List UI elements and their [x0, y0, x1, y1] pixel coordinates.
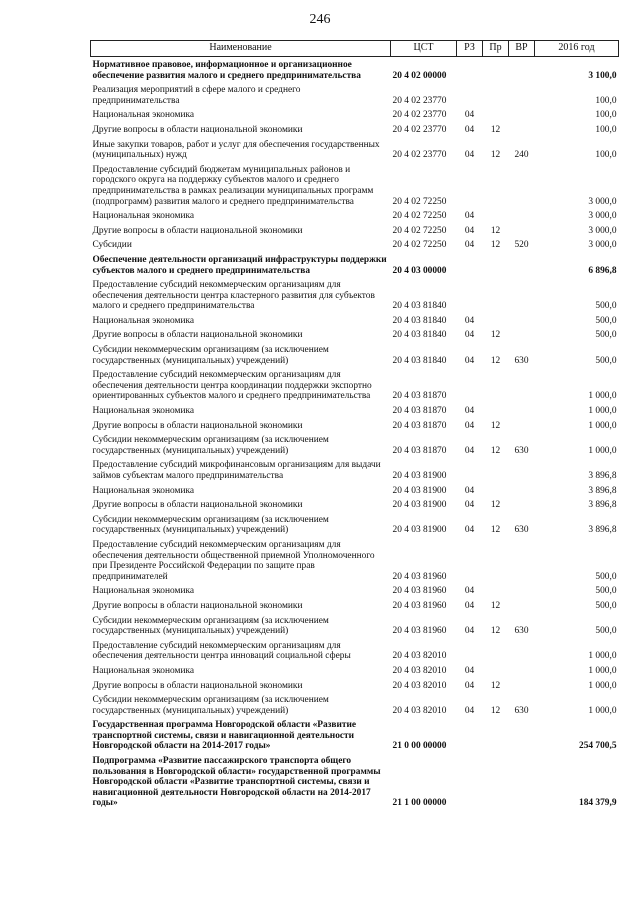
- cell-vr: [509, 107, 535, 122]
- cell-rz: [457, 367, 483, 403]
- cell-name: Подпрограмма «Развитие пассажирского транспорта общего пользования в Новгородской области» государственной программы Новгородской области «Развитие транспортной системы, связи и навигационной деятельности Новгородской области на 2014-2017 годы»: [92, 756, 381, 809]
- cell-sum: 100,0: [595, 150, 617, 161]
- cell-sum: 1 000,0: [588, 705, 617, 716]
- table-row: [91, 162, 619, 208]
- header-rz: РЗ: [457, 41, 483, 57]
- cell-vr: [509, 327, 535, 342]
- cell-sum: 3 000,0: [588, 240, 617, 251]
- cell-code: 20 4 03 00000: [392, 265, 447, 276]
- cell-name: Национальная экономика: [92, 485, 195, 496]
- cell-rz: 04: [464, 211, 475, 222]
- cell-name: Нормативное правовое, информационное и организационное обеспечение развития малого и среднего предпринимательства: [92, 60, 361, 81]
- cell-rz: 04: [464, 330, 475, 341]
- cell-code: 20 4 02 23770: [392, 124, 447, 135]
- cell-code: 20 4 02 72250: [392, 211, 447, 222]
- cell-code: 20 4 02 23770: [392, 110, 447, 121]
- cell-pr: [483, 57, 509, 83]
- cell-name: Субсидии: [92, 240, 132, 251]
- cell-name: Предоставление субсидий некоммерческим организациям для обеспечения деятельности центра инноваций социальной сферы: [92, 640, 351, 662]
- cell-rz: 04: [464, 680, 475, 691]
- table-row: [91, 403, 619, 418]
- table-row: [91, 237, 619, 252]
- cell-name: Предоставление субсидий бюджетам муниципальных районов и городского округа на поддержку субъектов малого и среднего предпринимательства в рамках реализации муниципальных программ (подпрограмм) развития малого и среднего предпринимательства: [92, 164, 374, 207]
- cell-sum: 254 700,5: [579, 741, 617, 752]
- cell-sum: 3 000,0: [588, 196, 617, 207]
- cell-rz: 04: [464, 240, 475, 251]
- cell-name: Субсидии некоммерческим организациям (за исключением государственных (муниципальных) учреждений): [92, 615, 329, 637]
- cell-vr: [509, 663, 535, 678]
- table-row: [91, 638, 619, 663]
- table-row: [91, 277, 619, 313]
- cell-rz: 04: [464, 420, 475, 431]
- cell-name: Иные закупки товаров, работ и услуг для обеспечения государственных (муниципальных) нужд: [92, 139, 380, 161]
- cell-name: Другие вопросы в области национальной экономики: [92, 225, 303, 236]
- cell-name: Национальная экономика: [92, 315, 195, 326]
- cell-pr: [483, 162, 509, 208]
- cell-rz: 04: [464, 665, 475, 676]
- table-row: [91, 327, 619, 342]
- table-row: [91, 663, 619, 678]
- cell-name: Другие вопросы в области национальной экономики: [92, 420, 303, 431]
- table-row: [91, 537, 619, 583]
- table-row: [91, 678, 619, 693]
- cell-vr: [509, 537, 535, 583]
- cell-name: Национальная экономика: [92, 110, 195, 121]
- cell-pr: [483, 252, 509, 277]
- cell-pr: [483, 208, 509, 223]
- cell-rz: 04: [464, 315, 475, 326]
- cell-sum: 1 000,0: [588, 665, 617, 676]
- cell-pr: 12: [490, 355, 501, 366]
- cell-vr: [509, 367, 535, 403]
- cell-vr: 630: [514, 626, 529, 637]
- cell-sum: 3 000,0: [588, 225, 617, 236]
- cell-name: Национальная экономика: [92, 211, 195, 222]
- cell-sum: 500,0: [595, 355, 617, 366]
- cell-vr: [509, 57, 535, 83]
- cell-rz: 04: [464, 626, 475, 637]
- cell-name: Другие вопросы в области национальной экономики: [92, 124, 303, 135]
- cell-code: 20 4 03 81960: [392, 586, 447, 597]
- table-row: [91, 483, 619, 498]
- cell-rz: [457, 717, 483, 753]
- cell-rz: [457, 57, 483, 83]
- cell-sum: 500,0: [595, 571, 617, 582]
- cell-code: 20 4 03 82010: [392, 665, 447, 676]
- table-row: [91, 137, 619, 162]
- cell-pr: [483, 277, 509, 313]
- table-row: [91, 342, 619, 367]
- cell-code: 20 4 03 81840: [392, 315, 447, 326]
- cell-rz: 04: [464, 406, 475, 417]
- cell-name: Другие вопросы в области национальной экономики: [92, 500, 303, 511]
- cell-sum: 1 000,0: [588, 651, 617, 662]
- cell-vr: [509, 457, 535, 482]
- cell-code: 20 4 03 81870: [392, 420, 447, 431]
- cell-rz: [457, 162, 483, 208]
- cell-pr: 12: [490, 445, 501, 456]
- table-row: [91, 512, 619, 537]
- header-name: Наименование: [91, 41, 391, 57]
- cell-name: Обеспечение деятельности организаций инфраструктуры поддержки субъектов малого и среднего предпринимательства: [92, 254, 387, 276]
- cell-rz: 04: [464, 445, 475, 456]
- table-row: [91, 418, 619, 433]
- cell-sum: 184 379,9: [579, 798, 617, 809]
- cell-sum: 3 000,0: [588, 211, 617, 222]
- table-row: [91, 432, 619, 457]
- cell-code: 20 4 02 23770: [392, 150, 447, 161]
- cell-code: 20 4 03 81900: [392, 500, 447, 511]
- cell-vr: [509, 403, 535, 418]
- cell-rz: 04: [464, 110, 475, 121]
- cell-pr: 12: [490, 124, 501, 135]
- cell-vr: [509, 208, 535, 223]
- cell-vr: [509, 753, 535, 810]
- cell-sum: 1 000,0: [588, 406, 617, 417]
- cell-vr: [509, 598, 535, 613]
- cell-code: 20 4 03 81870: [392, 406, 447, 417]
- cell-sum: 3 896,8: [588, 500, 617, 511]
- cell-name: Другие вопросы в области национальной экономики: [92, 680, 303, 691]
- cell-code: 20 4 03 81840: [392, 330, 447, 341]
- cell-name: Субсидии некоммерческим организациям (за исключением государственных (муниципальных) учреждений): [92, 514, 329, 536]
- table-body: [91, 57, 619, 811]
- header-code: ЦСТ: [391, 41, 457, 57]
- cell-vr: [509, 252, 535, 277]
- cell-pr: 12: [490, 705, 501, 716]
- table-row: [91, 82, 619, 107]
- table-row: [91, 583, 619, 598]
- cell-code: 20 4 03 81900: [392, 525, 447, 536]
- table-row: [91, 208, 619, 223]
- cell-pr: [483, 583, 509, 598]
- cell-code: 20 4 03 81870: [392, 391, 447, 402]
- table-row: [91, 598, 619, 613]
- table-row: [91, 613, 619, 638]
- table-row: [91, 717, 619, 753]
- cell-vr: [509, 162, 535, 208]
- cell-name: Предоставление субсидий микрофинансовым организациям для выдачи займов субъектам малого предпринимательства: [92, 460, 381, 481]
- table-row: [91, 107, 619, 122]
- cell-rz: 04: [464, 225, 475, 236]
- cell-vr: [509, 418, 535, 433]
- cell-rz: 04: [464, 485, 475, 496]
- cell-rz: 04: [464, 500, 475, 511]
- cell-code: 20 4 03 82010: [392, 705, 447, 716]
- cell-name: Национальная экономика: [92, 586, 195, 597]
- cell-rz: [457, 638, 483, 663]
- table-row: [91, 457, 619, 482]
- cell-rz: 04: [464, 124, 475, 135]
- cell-pr: 12: [490, 626, 501, 637]
- cell-name: Предоставление субсидий некоммерческим организациям для обеспечения деятельности центра координации поддержки экспортно ориентированных субъектов малого и среднего предпринимательства: [92, 370, 372, 402]
- cell-pr: 12: [490, 500, 501, 511]
- table-row: [91, 252, 619, 277]
- cell-sum: 100,0: [595, 95, 617, 106]
- header-vr: ВР: [509, 41, 535, 57]
- cell-rz: 04: [464, 600, 475, 611]
- cell-code: 20 4 02 00000: [392, 70, 447, 81]
- cell-code: 20 4 03 81960: [392, 600, 447, 611]
- cell-vr: [509, 678, 535, 693]
- cell-vr: 240: [514, 150, 529, 161]
- cell-code: 20 4 03 82010: [392, 680, 447, 691]
- cell-sum: 500,0: [595, 315, 617, 326]
- cell-pr: [483, 403, 509, 418]
- cell-code: 20 4 03 81960: [392, 571, 447, 582]
- cell-vr: [509, 717, 535, 753]
- cell-vr: [509, 583, 535, 598]
- table-row: [91, 367, 619, 403]
- cell-rz: [457, 252, 483, 277]
- cell-code: 20 4 03 82010: [392, 651, 447, 662]
- cell-code: 20 4 02 72250: [392, 240, 447, 251]
- cell-sum: 1 000,0: [588, 680, 617, 691]
- cell-vr: 630: [514, 355, 529, 366]
- cell-code: 21 0 00 00000: [392, 741, 447, 752]
- cell-rz: [457, 537, 483, 583]
- cell-vr: 630: [514, 525, 529, 536]
- cell-pr: 12: [490, 680, 501, 691]
- cell-sum: 1 000,0: [588, 420, 617, 431]
- cell-pr: 12: [490, 240, 501, 251]
- budget-table: [90, 40, 619, 810]
- cell-pr: [483, 663, 509, 678]
- cell-code: 20 4 03 81870: [392, 445, 447, 456]
- table-header: [91, 41, 619, 57]
- cell-sum: 500,0: [595, 586, 617, 597]
- cell-rz: [457, 277, 483, 313]
- cell-name: Субсидии некоммерческим организациям (за исключением государственных (муниципальных) учреждений): [92, 695, 329, 716]
- cell-name: Национальная экономика: [92, 406, 195, 417]
- cell-vr: 630: [514, 705, 529, 716]
- cell-pr: 12: [490, 420, 501, 431]
- cell-pr: [483, 638, 509, 663]
- cell-sum: 1 000,0: [588, 445, 617, 456]
- cell-sum: 6 896,8: [588, 265, 617, 276]
- cell-rz: 04: [464, 705, 475, 716]
- cell-pr: 12: [490, 600, 501, 611]
- cell-pr: [483, 537, 509, 583]
- cell-vr: [509, 122, 535, 137]
- cell-name: Другие вопросы в области национальной экономики: [92, 600, 303, 611]
- cell-rz: 04: [464, 525, 475, 536]
- cell-pr: [483, 753, 509, 810]
- cell-vr: 520: [514, 240, 529, 251]
- cell-sum: 3 896,8: [588, 485, 617, 496]
- cell-name: Предоставление субсидий некоммерческим организациям для обеспечения деятельности центра кластерного развития для субъектов малого и среднего предпринимательства: [92, 280, 375, 312]
- cell-code: 21 1 00 00000: [392, 798, 447, 809]
- cell-name: Другие вопросы в области национальной экономики: [92, 330, 303, 341]
- cell-vr: [509, 313, 535, 328]
- cell-rz: 04: [464, 150, 475, 161]
- cell-sum: 3 100,0: [588, 70, 617, 81]
- cell-sum: 3 896,8: [588, 525, 617, 536]
- cell-rz: 04: [464, 355, 475, 366]
- cell-sum: 500,0: [595, 301, 617, 312]
- cell-vr: [509, 497, 535, 512]
- cell-code: 20 4 02 72250: [392, 225, 447, 236]
- table-row: [91, 223, 619, 238]
- table-row: [91, 122, 619, 137]
- cell-code: 20 4 03 81840: [392, 301, 447, 312]
- cell-code: 20 4 03 81960: [392, 626, 447, 637]
- cell-vr: [509, 277, 535, 313]
- cell-pr: 12: [490, 225, 501, 236]
- cell-rz: [457, 753, 483, 810]
- header-year: 2016 год: [535, 41, 619, 57]
- cell-sum: 3 896,8: [588, 471, 617, 481]
- cell-pr: 12: [490, 525, 501, 536]
- cell-sum: 1 000,0: [588, 391, 617, 402]
- table-row: [91, 692, 619, 717]
- cell-pr: [483, 313, 509, 328]
- cell-name: Предоставление субсидий некоммерческим организациям для обеспечения деятельности общественной приемной Уполномоченного при Президенте Российской Федерации по защите прав предпринимателей: [92, 539, 375, 582]
- cell-vr: [509, 223, 535, 238]
- cell-code: 20 4 02 72250: [392, 196, 447, 207]
- table-row: [91, 497, 619, 512]
- cell-sum: 100,0: [595, 110, 617, 121]
- cell-code: 20 4 03 81840: [392, 355, 447, 366]
- cell-name: Реализация мероприятий в сфере малого и среднего предпринимательства: [92, 85, 301, 106]
- table-row: [91, 57, 619, 83]
- cell-name: Субсидии некоммерческим организациям (за исключением государственных (муниципальных) учреждений): [92, 345, 329, 366]
- cell-rz: [457, 82, 483, 107]
- cell-pr: 12: [490, 150, 501, 161]
- cell-pr: [483, 717, 509, 753]
- cell-vr: [509, 82, 535, 107]
- cell-pr: [483, 457, 509, 482]
- cell-code: 20 4 03 81900: [392, 485, 447, 496]
- table-row: [91, 313, 619, 328]
- cell-vr: [509, 483, 535, 498]
- cell-code: 20 4 02 23770: [392, 95, 447, 106]
- cell-pr: 12: [490, 330, 501, 341]
- table-row: [91, 753, 619, 810]
- cell-pr: [483, 367, 509, 403]
- cell-sum: 500,0: [595, 330, 617, 341]
- cell-sum: 100,0: [595, 124, 617, 135]
- cell-rz: [457, 457, 483, 482]
- cell-name: Государственная программа Новгородской области «Развитие транспортной системы, связи и навигационной деятельности Новгородской области на 2014-2017 годы»: [92, 720, 357, 752]
- cell-sum: 500,0: [595, 626, 617, 637]
- cell-pr: [483, 82, 509, 107]
- cell-name: Субсидии некоммерческим организациям (за исключением государственных (муниципальных) учреждений): [92, 435, 329, 456]
- cell-code: 20 4 03 81900: [392, 471, 447, 481]
- cell-pr: [483, 107, 509, 122]
- cell-vr: 630: [514, 445, 529, 456]
- cell-vr: [509, 638, 535, 663]
- cell-pr: [483, 483, 509, 498]
- cell-name: Национальная экономика: [92, 665, 195, 676]
- page-number: 246: [309, 12, 331, 27]
- header-pr: Пр: [483, 41, 509, 57]
- cell-sum: 500,0: [595, 600, 617, 611]
- cell-rz: 04: [464, 586, 475, 597]
